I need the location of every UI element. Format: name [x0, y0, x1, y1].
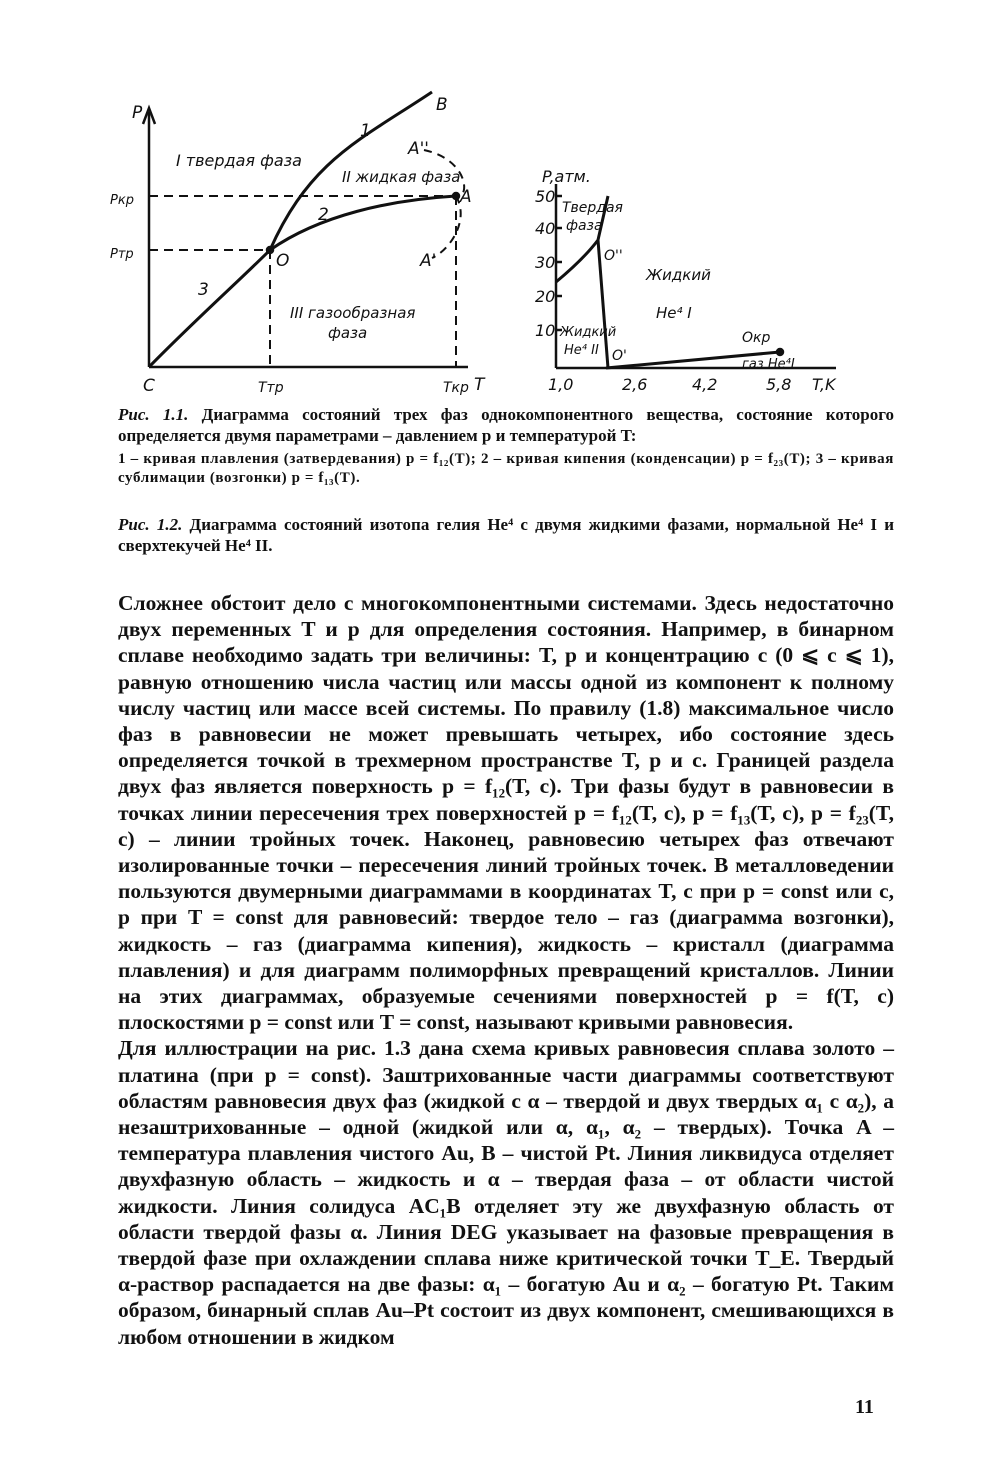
he-axis-t-label: T,K [812, 375, 836, 394]
he-gas-label: газ He⁴I [742, 357, 795, 372]
he-xtick-3: 4,2 [692, 375, 718, 394]
label-t-tr: Tтр [258, 380, 284, 396]
caption-1-text: Диаграмма состояний трех фаз однокомпонентного вещества, состояние которого определяется двумя параметрами – давлением p и температурой T: [118, 405, 894, 445]
curve-2-number: 2 [318, 205, 329, 225]
paragraph-2: Для иллюстрации на рис. 1.3 дана схема кривых равновесия сплава золото – платина (при p = const). Заштрихованные части диаграммы соответствуют областям равновесия двух фаз (жидкой с α – твердой и двух твердых α₁ с α₂), а незаштрихованные – одной (жидкой или α, α₁, α₂ – твердых). Точка A – температура плавления чистого Au, B – чистой Pt. Линия ликвидуса отделяет двухфазную область – жидкость и α – твердая фаза – от области чистой жидкости. Линия солидуса AC₁B отделяет эту же двухфазную область от области твердой фазы α. Линия DEG указывает на фазовые превращения в твердой фазе при охлаждении сплава ниже критической точки T_E. Твердый α-раствор распадается на две фазы: α₁ – богатую Au и α₂ – богатую Pt. Таким образом, бинарный сплав Au–Pt состоит из двух компонент, смешивающихся в любом отношении в жидком [118, 1036, 894, 1349]
he-ytick-50: 50 [535, 187, 556, 206]
he-ytick-40: 40 [535, 219, 556, 238]
label-p-tr: Pтр [110, 247, 134, 262]
he-ytick-10: 10 [535, 321, 556, 340]
phase-solid-label: I твердая фаза [176, 151, 302, 170]
point-o-single: O' [612, 348, 627, 364]
caption-1-label: Рис. 1.1. [118, 405, 189, 424]
curve-1-number: 1 [360, 121, 371, 141]
paragraph-1: Сложнее обстоит дело с многокомпонентными системами. Здесь недостаточно двух переменных T и p для определения состояния. Например, в бинарном сплаве необходимо задать три величины: T, p и концентрацию c (0 ⩽ c ⩽ 1), равную отношению числа частиц или массы одной из компонент к полному числу частиц или массе всей системы. По правилу (1.8) максимальное число фаз в равновесии не может превышать четырех, ибо состояние здесь определяется точкой в трехмерном пространстве T, p и c. Границей раздела двух фаз является поверхность p = f₁₂(T, c). Три фазы будут в равновесии в точках линии пересечения трех поверхностей p = f₁₂(T, c), p = f₁₃(T, c), p = f₂₃(T, c) – линии тройных точек. Наконец, равновесию четырех фаз отвечают изолированные точки – пересечения линий тройных точек. В металловедении пользуются двумерными диаграммами в координатах T, c при p = const или c, p при T = const для равновесий: твердое тело – газ (диаграмма возгонки), жидкость – газ (диаграмма кипения), жидкость – кристалл (диаграмма плавления) и для диаграмм полиморфных превращений кристаллов. Линии на этих диаграммах, образуемые сечениями поверхностей p = f(T, c) плоскостями p = const или T = const, называют кривыми равновесия. [118, 591, 894, 1035]
phase-liquid-label: II жидкая фаза [342, 168, 461, 186]
he-ytick-20: 20 [535, 287, 556, 306]
caption-2-text: Диаграмма состояний изотопа гелия He⁴ с двумя жидкими фазами, нормальной He⁴ I и сверхтекучей He⁴ II. [118, 515, 895, 555]
label-a: A [460, 187, 472, 207]
caption-fig-1-1 [118, 404, 894, 446]
curve-3-sublimation [149, 250, 270, 367]
point-o-kr: Oкр [742, 330, 771, 346]
label-a-single: A' [420, 251, 437, 271]
he2-label-1: Жидкий [560, 325, 617, 340]
caption-fig-1-2 [118, 514, 894, 556]
caption-2-label: Рис. 1.2. [118, 515, 183, 534]
he-xtick-1: 1,0 [548, 375, 574, 394]
phase-gas-label-1: III газообразная [290, 304, 416, 322]
legend-fig-1-1: 1 – кривая плавления (затвердевания) p = f₁₂(T); 2 – кривая кипения (конденсации) p = f₂₃(T); 3 – кривая сублимации (возгонки) p = f₁₃(T). [118, 451, 894, 486]
label-p-kr: Pкр [110, 193, 134, 208]
label-p: P [132, 103, 143, 123]
he-xtick-2: 2,6 [622, 375, 648, 394]
curve-2-boiling [270, 196, 456, 250]
label-o: O [276, 251, 290, 271]
he-axis-p-label: P,атм. [542, 167, 591, 186]
figure-1-1 [143, 92, 468, 367]
point-o-double: O'' [604, 248, 623, 264]
label-t: T [474, 375, 485, 395]
he-liquid-label-1: Жидкий [646, 266, 711, 284]
label-t-kr: Tкр [443, 380, 469, 396]
he2-label-2: He⁴ II [564, 343, 599, 358]
he-critical-point [777, 349, 783, 355]
he-solid-label-1: Твердая [562, 200, 623, 216]
he-liquid-label-2: He⁴ I [656, 304, 692, 322]
body-text [118, 590, 894, 1350]
he-ytick-30: 30 [535, 253, 556, 272]
label-b: B [436, 95, 448, 115]
page-number: 11 [855, 1396, 874, 1418]
he-xtick-4: 5,8 [766, 375, 792, 394]
phase-gas-label-2: фаза [328, 324, 368, 342]
label-c: C [143, 376, 155, 396]
critical-point [453, 193, 459, 199]
he-solid-label-2: фаза [566, 218, 603, 234]
triple-point [267, 247, 273, 253]
curve-3-number: 3 [198, 280, 209, 300]
label-a-double: A'' [408, 139, 429, 159]
